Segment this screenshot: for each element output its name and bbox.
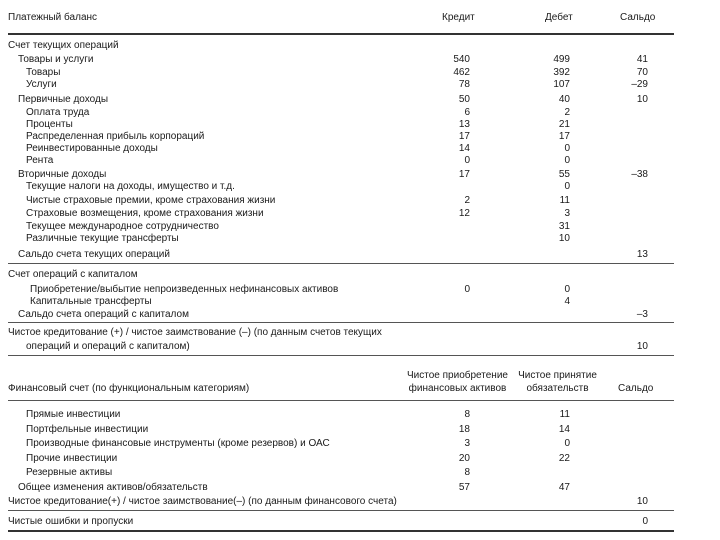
column-header-balance: Сальдо [618,383,654,394]
credit-value: 462 [453,67,470,78]
row-label: Прямые инвестиции [26,409,121,420]
credit-value: 540 [453,54,470,65]
debit-value: 10 [558,233,570,244]
table-row [0,466,720,479]
table-row [0,154,720,167]
table-title: Платежный баланс [8,12,98,23]
table-row [0,180,720,193]
assets-value: 8 [464,409,470,420]
liabilities-value: 14 [558,424,570,435]
table-row [0,295,720,308]
row-label: Различные текущие трансферты [26,233,179,244]
liabilities-value: 47 [558,482,570,493]
balance-value: 10 [636,94,648,105]
debit-value: 0 [564,284,570,295]
balance-value: –3 [636,309,648,320]
debit-value: 4 [564,296,570,307]
liabilities-value: 22 [558,453,570,464]
debit-value: 21 [558,119,570,130]
table-row-total [0,515,720,528]
row-label: Сальдо счета операций с капиталом [18,309,189,320]
credit-value: 14 [458,143,470,154]
table-row [0,53,720,66]
balance-value: 70 [636,67,648,78]
table-row [0,423,720,436]
section-capital-account [0,268,720,281]
row-label: Текущие налоги на доходы, имущество и т.д. [26,181,235,192]
footer-rule [8,530,674,532]
balance-value: 13 [636,249,648,260]
row-label: Производные финансовые инструменты (кроме резервов) и ОАС [26,438,330,449]
section-title: Счет операций с капиталом [8,269,138,280]
table-row-total [0,308,720,321]
row-label: Страховые возмещения, кроме страхования жизни [26,208,264,219]
table-row [0,437,720,450]
row-label: Распределенная прибыль корпораций [26,131,205,142]
row-label: Чистое кредитование(+) / чистое заимствование(–) (по данным финансового счета) [8,496,397,507]
assets-value: 57 [458,482,470,493]
row-label: Прочие инвестиции [26,453,118,464]
row-label: Товары и услуги [18,54,94,65]
section-rule [8,510,674,511]
table-row-total [0,495,720,508]
row-label: Первичные доходы [18,94,109,105]
column-header-assets-1: Чистое приобретение [407,370,508,381]
table-row [0,207,720,220]
balance-value: 0 [642,516,648,527]
debit-value: 55 [558,169,570,180]
column-header-liabilities-1: Чистое принятие [518,370,597,381]
debit-value: 2 [564,107,570,118]
row-label: Рента [26,155,54,166]
balance-value: –38 [631,169,648,180]
assets-value: 18 [458,424,470,435]
row-label: Вторичные доходы [18,169,107,180]
column-header-debit: Дебет [545,12,573,23]
table-row [0,452,720,465]
row-label: Оплата труда [26,107,90,118]
balance-value: 10 [636,496,648,507]
row-label: Общее изменения активов/обязательств [18,482,208,493]
credit-value: 17 [458,131,470,142]
row-label: Услуги [26,79,57,90]
section-title-financial-account: Финансовый счет (по функциональным категориям) [8,383,250,394]
balance-value: –29 [631,79,648,90]
credit-value: 6 [464,107,470,118]
section-rule [8,355,674,356]
debit-value: 392 [553,67,570,78]
assets-value: 8 [464,467,470,478]
row-label: Резервные активы [26,467,113,478]
assets-value: 20 [458,453,470,464]
table-row [0,93,720,106]
credit-value: 17 [458,169,470,180]
debit-value: 0 [564,181,570,192]
column-header-assets-2: финансовых активов [408,383,507,394]
table-row-total [0,248,720,261]
section-title: Счет текущих операций [8,40,119,51]
credit-value: 13 [458,119,470,130]
debit-value: 17 [558,131,570,142]
header-rule [8,400,674,401]
liabilities-value: 11 [559,409,570,420]
table-row [0,78,720,91]
section-rule [8,263,674,264]
row-label: Проценты [26,119,73,130]
row-label: Чистые ошибки и пропуски [8,516,134,527]
liabilities-value: 0 [564,438,570,449]
table-row-total [0,481,720,494]
debit-value: 3 [564,208,570,219]
credit-value: 78 [458,79,470,90]
table-row [0,408,720,421]
assets-value: 3 [464,438,470,449]
row-label: Сальдо счета текущих операций [18,249,170,260]
debit-value: 0 [564,155,570,166]
row-label: Портфельные инвестиции [26,424,149,435]
section-current-account [0,39,720,52]
net-lending-line-2 [0,340,720,353]
row-label: Капитальные трансферты [30,296,152,307]
column-header-balance: Сальдо [620,12,656,23]
row-label: Чистые страховые премии, кроме страхования жизни [26,195,276,206]
column-header-credit: Кредит [442,12,475,23]
row-label: Товары [26,67,61,78]
table-row [0,194,720,207]
credit-value: 2 [464,195,470,206]
section-rule [8,322,674,323]
column-header-liabilities-2: обязательств [526,383,589,394]
row-label: Приобретение/выбытие непроизведенных нефинансовых активов [30,284,339,295]
debit-value: 0 [564,143,570,154]
credit-value: 0 [464,284,470,295]
debit-value: 40 [558,94,570,105]
row-label: Реинвестированные доходы [26,143,158,154]
balance-value: 41 [636,54,648,65]
debit-value: 107 [553,79,570,90]
credit-value: 12 [458,208,470,219]
credit-value: 0 [464,155,470,166]
debit-value: 31 [558,221,570,232]
row-label: операций и операций с капиталом) [26,341,190,352]
net-lending-line-1 [0,326,720,339]
row-label: Текущее международное сотрудничество [26,221,219,232]
credit-value: 50 [458,94,470,105]
balance-value: 10 [636,341,648,352]
header-rule [8,33,674,35]
debit-value: 499 [553,54,570,65]
table-row [0,232,720,245]
row-label: Чистое кредитование (+) / чистое заимствование (–) (по данным счетов текущих [8,327,382,338]
debit-value: 11 [559,195,570,206]
